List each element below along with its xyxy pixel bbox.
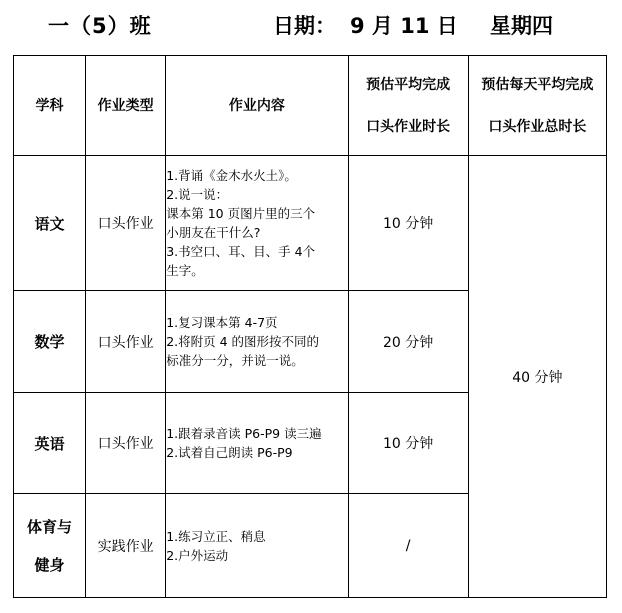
header-subject: 学科 [14, 56, 86, 156]
content-cell [166, 393, 348, 494]
content-cell [166, 156, 348, 291]
header-total-time-line2: 口头作业总时长 [488, 118, 587, 135]
type-cell: 口头作业 [86, 393, 166, 494]
type-cell: 口头作业 [86, 291, 166, 393]
content-line: 2.试着自己朗读 P6-P9 [166, 445, 293, 460]
header-total-time [468, 56, 606, 156]
content-cell [166, 494, 348, 598]
content-line: 1.练习立正、稍息 [166, 528, 266, 544]
avg-time-cell: 10 分钟 [348, 393, 468, 494]
header-type: 作业类型 [86, 56, 166, 156]
page-header [0, 0, 622, 50]
date-value: 9 月 11 日 [350, 14, 458, 38]
content-line: 1.跟着录音读 P6-P9 读三遍 [166, 426, 322, 441]
header-total-time-line1: 预估每天平均完成 [481, 76, 594, 93]
table-row [14, 156, 607, 291]
content-line: 3.书空口、耳、目、手 4个 [166, 244, 316, 259]
subject-cell: 语文 [14, 156, 86, 291]
type-cell: 实践作业 [86, 494, 166, 598]
content-line: 1.背诵《金木水火土》。 [166, 168, 297, 183]
content-line: 课本第 10 页图片里的三个 [166, 206, 316, 221]
content-line: 生字。 [166, 263, 204, 278]
subject-cell [14, 494, 86, 598]
subject-line: 健身 [34, 555, 65, 574]
class-title: 一（5）班 [48, 14, 152, 38]
header-avg-time [348, 56, 468, 156]
avg-time-cell: / [348, 494, 468, 598]
content-cell [166, 291, 348, 393]
content-line: 2.户外运动 [166, 547, 229, 563]
subject-cell: 数学 [14, 291, 86, 393]
subject-line: 体育与 [27, 517, 73, 536]
content-line: 小朋友在干什么? [166, 225, 261, 240]
header-avg-time-line2: 口头作业时长 [366, 118, 451, 135]
header-avg-time-line1: 预估平均完成 [366, 76, 451, 93]
content-line: 1.复习课本第 4-7页 [166, 315, 278, 330]
avg-time-cell: 10 分钟 [348, 156, 468, 291]
weekday: 星期四 [490, 14, 553, 38]
content-line: 2.说一说： [166, 187, 229, 202]
header-content: 作业内容 [166, 56, 348, 156]
type-cell: 口头作业 [86, 156, 166, 291]
content-line: 2.将附页 4 的图形按不同的 [166, 334, 320, 349]
date-label: 日期： [273, 14, 336, 38]
subject-cell: 英语 [14, 393, 86, 494]
content-line: 标准分一分，并说一说。 [166, 353, 304, 368]
avg-time-cell: 20 分钟 [348, 291, 468, 393]
homework-table [13, 55, 607, 598]
total-time-cell: 40 分钟 [468, 156, 606, 598]
table-header-row [14, 56, 607, 156]
